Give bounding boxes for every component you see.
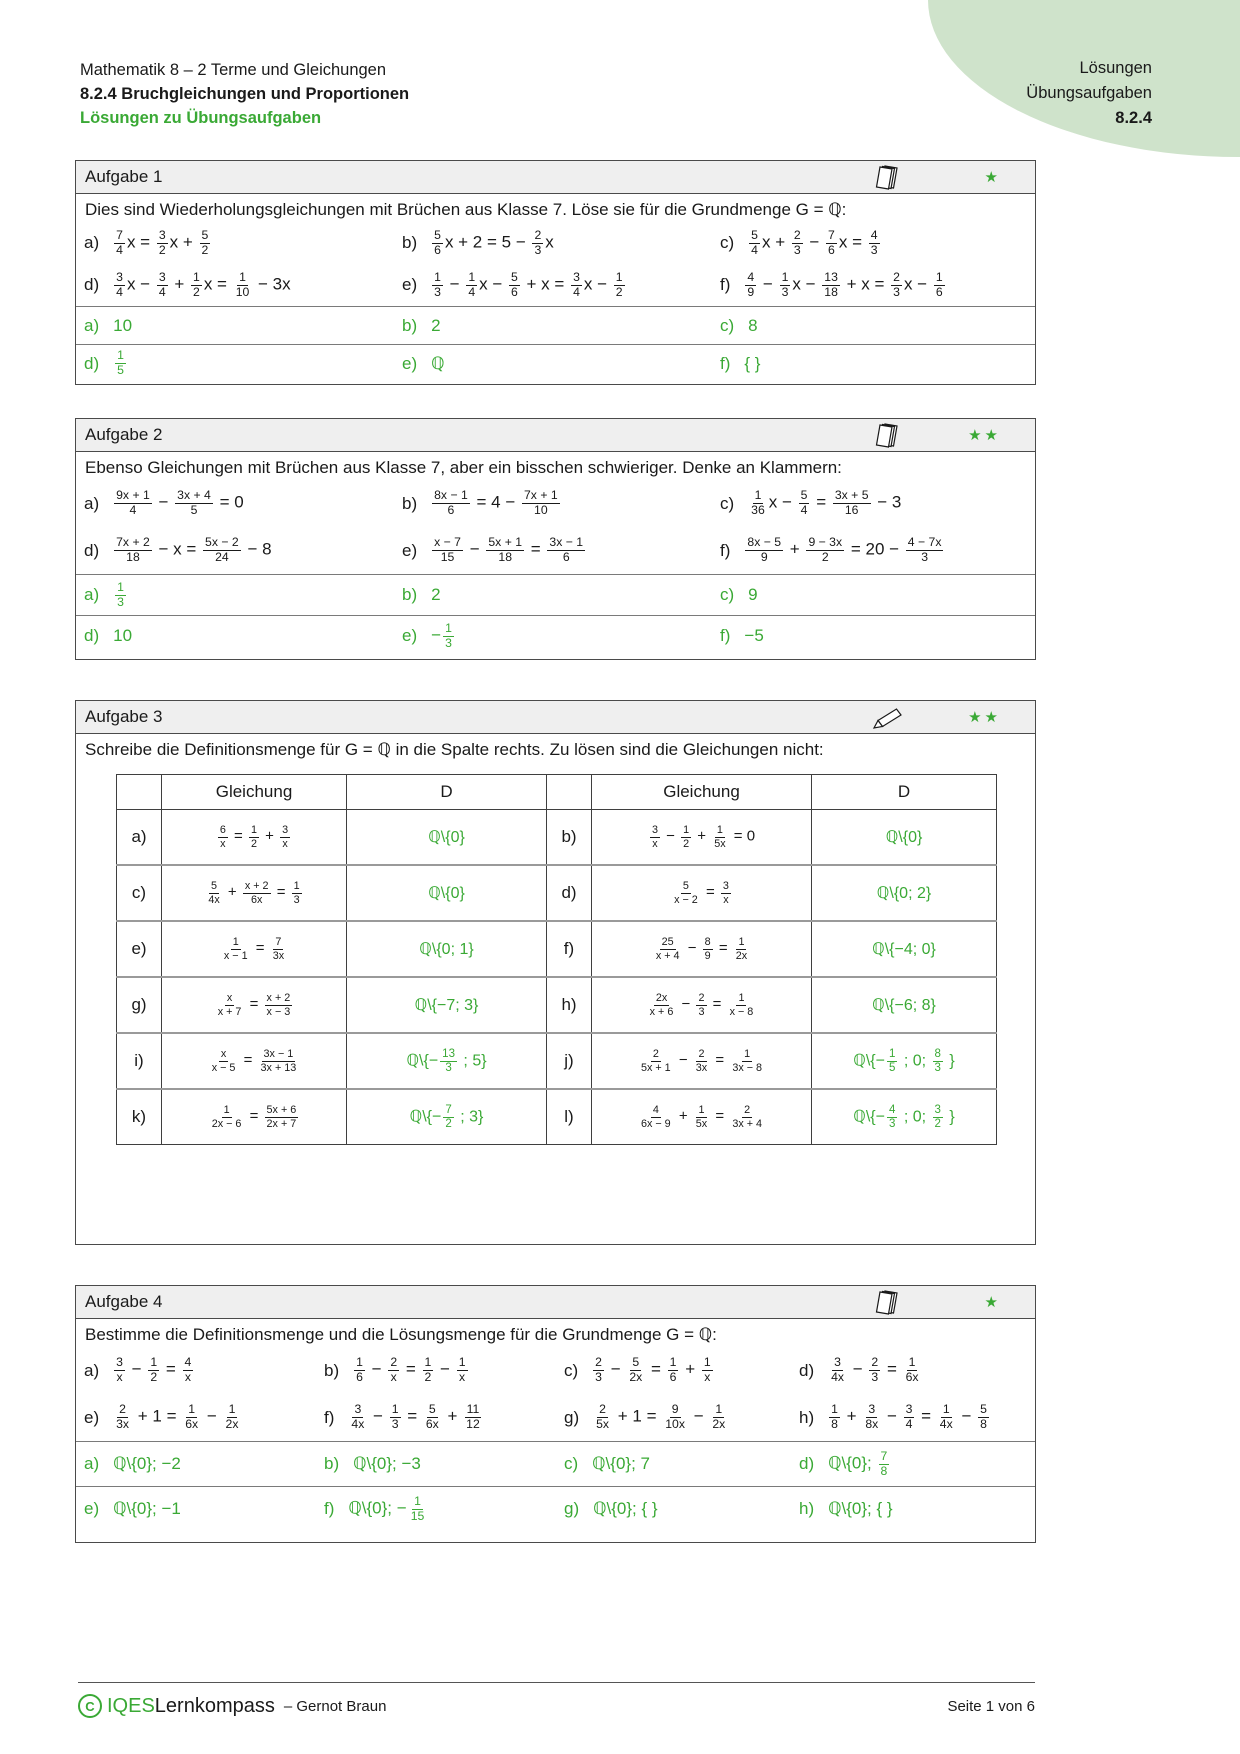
problem-equation: $\frac{2}{5x}$ + 1 = $\frac{9}{10x}$ − $\frac{1}{2x}$: [596, 1402, 726, 1431]
pages-icon: [873, 1289, 903, 1316]
corner-badge: [928, 0, 1240, 157]
problem: [84, 222, 402, 264]
task-3-header: [76, 701, 1035, 734]
problem: [720, 480, 1035, 527]
task-2-instruction: Ebenso Gleichungen mit Brüchen aus Klasse 7, aber ein bisschen schwieriger. Denke an Klammern:: [85, 458, 842, 477]
row-equation: $\frac{25}{x + 4}$ − $\frac{8}{9}$ = $\frac{1}{2x}$: [592, 921, 812, 977]
answer: [324, 1442, 564, 1486]
problem-label: a): [84, 233, 100, 252]
row-equation: $\frac{1}{2x - 6}$ = $\frac{5x + 6}{2x + 7}$: [162, 1089, 347, 1145]
problem-label: d): [84, 540, 100, 560]
answer: [720, 345, 1035, 382]
row-label: h): [547, 977, 592, 1033]
answer-label: d): [84, 626, 100, 645]
row-equation: $\frac{4}{6x - 9}$ + $\frac{1}{5x}$ = $\frac{2}{3x + 4}$: [592, 1089, 812, 1145]
problem-equation: $\frac{7x + 2}{18}$ − x = $\frac{5x - 2}{24}$ − 8: [116, 535, 272, 564]
answer: [84, 616, 402, 656]
row-definitionsmenge: ℚ\{0}: [347, 865, 547, 921]
answer-value: 2: [431, 315, 441, 335]
problem-label: b): [402, 493, 418, 513]
task-4-answers-row2: [76, 1486, 1035, 1531]
header-course-line: Mathematik 8 – 2 Terme und Gleichungen: [80, 61, 387, 79]
row-label: l): [547, 1089, 592, 1145]
problem: [799, 1394, 1035, 1441]
row-definitionsmenge: ℚ\{−4; 0}: [812, 921, 997, 977]
problem-label: g): [564, 1407, 580, 1427]
problem-equation: $\frac{4}{9}$ − $\frac{1}{3}$ x − $\frac{13}{18}$ + x = $\frac{2}{3}$ x − $\frac{1}{6}$: [747, 269, 943, 299]
table-row: [117, 977, 997, 1033]
problem-equation: $\frac{9x + 1}{4}$ − $\frac{3x + 4}{5}$ = 0: [116, 488, 244, 517]
brand-iqes: IQES: [107, 1694, 155, 1717]
answer: [564, 1487, 799, 1531]
answer-label: a): [84, 585, 100, 604]
badge-section-number: 8.2.4: [1115, 109, 1152, 127]
task-2-answers-row1: [76, 574, 1035, 615]
row-definitionsmenge: ℚ\{−6; 8}: [812, 977, 997, 1033]
row-label: c): [117, 865, 162, 921]
answer-label: b): [324, 1454, 340, 1473]
table-header-gleichung: Gleichung: [162, 775, 347, 810]
row-definitionsmenge: ℚ\{0; 2}: [812, 865, 997, 921]
row-label: j): [547, 1033, 592, 1089]
answer-value: 2: [431, 585, 441, 604]
copyright-icon: C: [78, 1694, 102, 1718]
problem: [402, 264, 720, 306]
badge-line-uebungsaufgaben: Übungsaufgaben: [1026, 84, 1152, 102]
problem-equation: $\frac{1}{6}$ − $\frac{2}{x}$ = $\frac{1}{2}$ − $\frac{1}{x}$: [356, 1355, 466, 1384]
answer-value: ℚ\{0}; { }: [828, 1499, 893, 1518]
problem-equation: $\frac{2}{3x}$ + 1 = $\frac{1}{6x}$ − $\frac{1}{2x}$: [116, 1402, 239, 1431]
problem-label: c): [720, 233, 735, 252]
task-4-box: [75, 1285, 1036, 1543]
table-row: [117, 1033, 997, 1089]
row-definitionsmenge: ℚ\{0; 1}: [347, 921, 547, 977]
problem-label: c): [720, 493, 735, 513]
problem: [402, 480, 720, 527]
problem-equation: $\frac{8x - 5}{9}$ + $\frac{9 - 3x}{2}$ = 20 − $\frac{4 - 7x}{3}$: [747, 535, 942, 564]
answer-label: c): [720, 585, 735, 604]
answer: [402, 575, 720, 615]
task-4-header: [76, 1286, 1035, 1319]
answer: [84, 1442, 324, 1486]
row-equation: $\frac{6}{x}$ = $\frac{1}{2}$ + $\frac{3}{x}$: [162, 810, 347, 866]
problem: [720, 527, 1035, 574]
answer-label: e): [402, 626, 418, 645]
answer-value: ℚ\{0}; { }: [593, 1499, 658, 1518]
answer-label: g): [564, 1499, 580, 1518]
task-2-title: Aufgabe 2: [85, 425, 163, 444]
problem-label: d): [799, 1360, 815, 1380]
answer: [402, 616, 720, 656]
row-definitionsmenge: ℚ\{− $\frac{7}{2}$ ; 3}: [347, 1089, 547, 1145]
problem-equation: $\frac{1}{8}$ + $\frac{3}{8x}$ − $\frac{3}{4}$ = $\frac{1}{4x}$ − $\frac{5}{8}$: [831, 1402, 987, 1431]
row-label: d): [547, 865, 592, 921]
task-1-title: Aufgabe 1: [85, 167, 163, 186]
problem-equation: $\frac{x - 7}{15}$ − $\frac{5x + 1}{18}$ = $\frac{3x - 1}{6}$: [434, 535, 584, 564]
answer-value: 8: [748, 315, 758, 335]
problem-label: e): [402, 275, 418, 294]
answer: [564, 1442, 799, 1486]
problem: [402, 527, 720, 574]
answer-value: ℚ\{0}; $\frac{7}{8}$: [828, 1448, 888, 1478]
task-1-answers-row1: [76, 306, 1035, 344]
answer-label: f): [720, 353, 731, 373]
problem-equation: $\frac{1}{3}$ − $\frac{1}{4}$ x − $\frac{5}{6}$ + x = $\frac{3}{4}$ x − $\frac{1}{2}$: [434, 269, 623, 299]
answer-value: ℚ\{0}; 7: [592, 1454, 650, 1473]
problem-equation: $\frac{3}{4}$ x − $\frac{3}{4}$ + $\frac{1}{2}$ x = $\frac{1}{10}$ − 3x: [116, 269, 291, 299]
header-subtitle-line: Lösungen zu Übungsaufgaben: [80, 109, 322, 127]
answer-value: ℚ\{0}; −2: [113, 1454, 181, 1473]
answer-value: $\frac{1}{5}$: [117, 348, 124, 377]
answer-value: $\frac{1}{3}$: [117, 579, 124, 609]
answer-label: f): [720, 626, 731, 645]
task-3-instruction: Schreibe die Definitionsmenge für G = ℚ in die Spalte rechts. Zu lösen sind die Gleichungen nicht:: [85, 740, 824, 759]
problem: [720, 222, 1035, 264]
problem: [324, 1347, 564, 1394]
definitionsmenge-table: [116, 774, 997, 1145]
answer-label: f): [324, 1499, 335, 1518]
row-definitionsmenge: ℚ\{− $\frac{13}{3}$ ; 5}: [347, 1033, 547, 1089]
problem: [720, 264, 1035, 306]
task-3-title: Aufgabe 3: [85, 707, 163, 726]
problem-label: f): [324, 1407, 335, 1427]
task-1-instruction: Dies sind Wiederholungsgleichungen mit Brüchen aus Klasse 7. Löse sie für die Grundmenge G = ℚ:: [85, 200, 847, 219]
difficulty-stars: ★: [984, 1294, 1001, 1311]
row-equation: $\frac{x}{x + 7}$ = $\frac{x + 2}{x - 3}$: [162, 977, 347, 1033]
row-equation: $\frac{3}{x}$ − $\frac{1}{2}$ + $\frac{1}{5x}$ = 0: [592, 810, 812, 866]
problem-label: a): [84, 1360, 100, 1380]
table-header-d: D: [812, 775, 997, 810]
difficulty-stars: ★★: [968, 709, 1001, 726]
answer: [84, 307, 402, 344]
problem: [799, 1347, 1035, 1394]
problem-equation: $\frac{7}{4}$ x = $\frac{3}{2}$ x + $\frac{5}{2}$: [116, 227, 209, 257]
row-definitionsmenge: ℚ\{−7; 3}: [347, 977, 547, 1033]
task-1-answers-row2: [76, 344, 1035, 382]
table-row: [117, 1089, 997, 1145]
pages-icon: [873, 164, 903, 191]
answer: [720, 616, 1035, 656]
answer-value: − $\frac{1}{3}$: [431, 620, 452, 650]
table-header-gleichung: Gleichung: [592, 775, 812, 810]
row-equation: $\frac{1}{x - 1}$ = $\frac{7}{3x}$: [162, 921, 347, 977]
answer-label: e): [402, 353, 418, 373]
answer-label: e): [84, 1499, 100, 1518]
brand-lernkompass: Lernkompass: [154, 1694, 275, 1717]
task-4-answers-row1: [76, 1441, 1035, 1486]
problem-equation: $\frac{1}{36}$ x − $\frac{5}{4}$ = $\frac{3x + 5}{16}$ − 3: [751, 488, 902, 517]
table-row: [117, 921, 997, 977]
answer-value: ℚ: [431, 353, 445, 373]
problem: [84, 1347, 324, 1394]
answer-value: 10: [113, 315, 133, 335]
problem-equation: $\frac{5}{6}$ x + 2 = 5 − $\frac{2}{3}$ x: [434, 227, 554, 257]
row-label: f): [547, 921, 592, 977]
answer: [720, 307, 1035, 344]
table-header-empty: [547, 775, 592, 810]
row-definitionsmenge: ℚ\{− $\frac{4}{3}$ ; 0; $\frac{3}{2}$ }: [812, 1089, 997, 1145]
table-row: [117, 865, 997, 921]
answer: [84, 1487, 324, 1531]
task-1-problems-row2: [76, 264, 1035, 306]
answer: [84, 575, 402, 615]
problem: [324, 1394, 564, 1441]
row-equation: $\frac{2}{5x + 1}$ − $\frac{2}{3x}$ = $\frac{1}{3x - 8}$: [592, 1033, 812, 1089]
task-3-box: [75, 700, 1036, 1245]
answer-value: ℚ\{0}; −3: [353, 1454, 421, 1473]
task-4-problems-row1: [76, 1347, 1035, 1394]
row-equation: $\frac{5}{x - 2}$ = $\frac{3}{x}$: [592, 865, 812, 921]
problem-label: c): [564, 1360, 579, 1380]
row-equation: $\frac{x}{x - 5}$ = $\frac{3x - 1}{3x + 13}$: [162, 1033, 347, 1089]
document-header: [80, 58, 409, 130]
problem-label: e): [402, 540, 418, 560]
problem-label: f): [720, 275, 731, 294]
page-footer: [78, 1682, 1035, 1718]
answer-label: b): [402, 315, 418, 335]
answer-label: a): [84, 315, 100, 335]
answer-value: 10: [113, 626, 133, 645]
problem-equation: $\frac{2}{3}$ − $\frac{5}{2x}$ = $\frac{1}{6}$ + $\frac{1}{x}$: [595, 1355, 711, 1384]
problem: [564, 1394, 799, 1441]
problem-label: h): [799, 1407, 815, 1427]
answer-label: a): [84, 1454, 100, 1473]
answer-label: d): [799, 1454, 815, 1473]
row-label: a): [117, 810, 162, 866]
iqes-logo: [78, 1694, 386, 1718]
answer: [84, 345, 402, 382]
problem: [84, 480, 402, 527]
row-definitionsmenge: ℚ\{− $\frac{1}{5}$ ; 0; $\frac{8}{3}$ }: [812, 1033, 997, 1089]
task-2-problems-row2: [76, 527, 1035, 574]
problem: [402, 222, 720, 264]
difficulty-stars: ★: [984, 169, 1001, 186]
problem-label: f): [720, 540, 731, 560]
answer-label: h): [799, 1499, 815, 1518]
task-2-answers-row2: [76, 615, 1035, 656]
problem-equation: $\frac{3}{4x}$ − $\frac{2}{3}$ = $\frac{1}{6x}$: [831, 1355, 919, 1384]
problem-equation: $\frac{3}{x}$ − $\frac{1}{2}$ = $\frac{4}{x}$: [116, 1355, 192, 1384]
task-4-title: Aufgabe 4: [85, 1292, 163, 1311]
task-1-header: [76, 161, 1035, 194]
problem-equation: $\frac{8x - 1}{6}$ = 4 − $\frac{7x + 1}{10}$: [434, 488, 558, 517]
problem-equation: $\frac{3}{4x}$ − $\frac{1}{3}$ = $\frac{5}{6x}$ + $\frac{11}{12}$: [351, 1402, 480, 1431]
answer-value: ℚ\{0}; −1: [113, 1499, 181, 1518]
answer-value: 9: [748, 585, 758, 604]
row-definitionsmenge: ℚ\{0}: [812, 810, 997, 866]
table-row: [117, 810, 997, 866]
answer: [720, 575, 1035, 615]
row-label: b): [547, 810, 592, 866]
problem: [84, 264, 402, 306]
problem-label: b): [324, 1360, 340, 1380]
problem: [564, 1347, 799, 1394]
task-1-box: [75, 160, 1036, 385]
row-equation: $\frac{2x}{x + 6}$ − $\frac{2}{3}$ = $\frac{1}{x - 8}$: [592, 977, 812, 1033]
task-2-problems-row1: [76, 480, 1035, 527]
problem: [84, 527, 402, 574]
task-4-instruction: Bestimme die Definitionsmenge und die Lösungsmenge für die Grundmenge G = ℚ:: [85, 1325, 717, 1344]
task-2-box: [75, 418, 1036, 660]
problem-equation: $\frac{5}{4}$ x + $\frac{2}{3}$ − $\frac{7}{6}$ x = $\frac{4}{3}$: [751, 227, 878, 257]
row-label: e): [117, 921, 162, 977]
answer-label: c): [564, 1454, 579, 1473]
answer-value: { }: [744, 353, 761, 373]
badge-line-loesungen: Lösungen: [1079, 59, 1152, 77]
answer: [402, 345, 720, 382]
page-number: Seite 1 von 6: [947, 1697, 1035, 1715]
row-label: g): [117, 977, 162, 1033]
answer-value: ℚ\{0}; − $\frac{1}{15}$: [348, 1493, 425, 1523]
problem-label: b): [402, 233, 418, 252]
header-chapter-line: 8.2.4 Bruchgleichungen und Proportionen: [80, 85, 410, 103]
answer: [324, 1487, 564, 1531]
answer: [799, 1442, 1035, 1486]
task-2-header: [76, 419, 1035, 452]
table-header-d: D: [347, 775, 547, 810]
task-1-problems-row1: [76, 222, 1035, 264]
pages-icon: [873, 422, 903, 449]
answer-label: d): [84, 353, 100, 373]
difficulty-stars: ★★: [968, 427, 1001, 444]
pencil-icon: [871, 706, 903, 729]
problem-label: d): [84, 275, 100, 294]
answer: [402, 307, 720, 344]
row-equation: $\frac{5}{4x}$ + $\frac{x + 2}{6x}$ = $\frac{1}{3}$: [162, 865, 347, 921]
problem-label: a): [84, 493, 100, 513]
row-definitionsmenge: ℚ\{0}: [347, 810, 547, 866]
answer-label: b): [402, 585, 418, 604]
answer: [799, 1487, 1035, 1531]
table-header-row: [117, 775, 997, 810]
row-label: i): [117, 1033, 162, 1089]
row-label: k): [117, 1089, 162, 1145]
table-header-empty: [117, 775, 162, 810]
answer-label: c): [720, 315, 735, 335]
answer-value: −5: [744, 626, 764, 645]
problem: [84, 1394, 324, 1441]
task-4-problems-row2: [76, 1394, 1035, 1441]
problem-label: e): [84, 1407, 100, 1427]
author-name: – Gernot Braun: [283, 1697, 387, 1715]
